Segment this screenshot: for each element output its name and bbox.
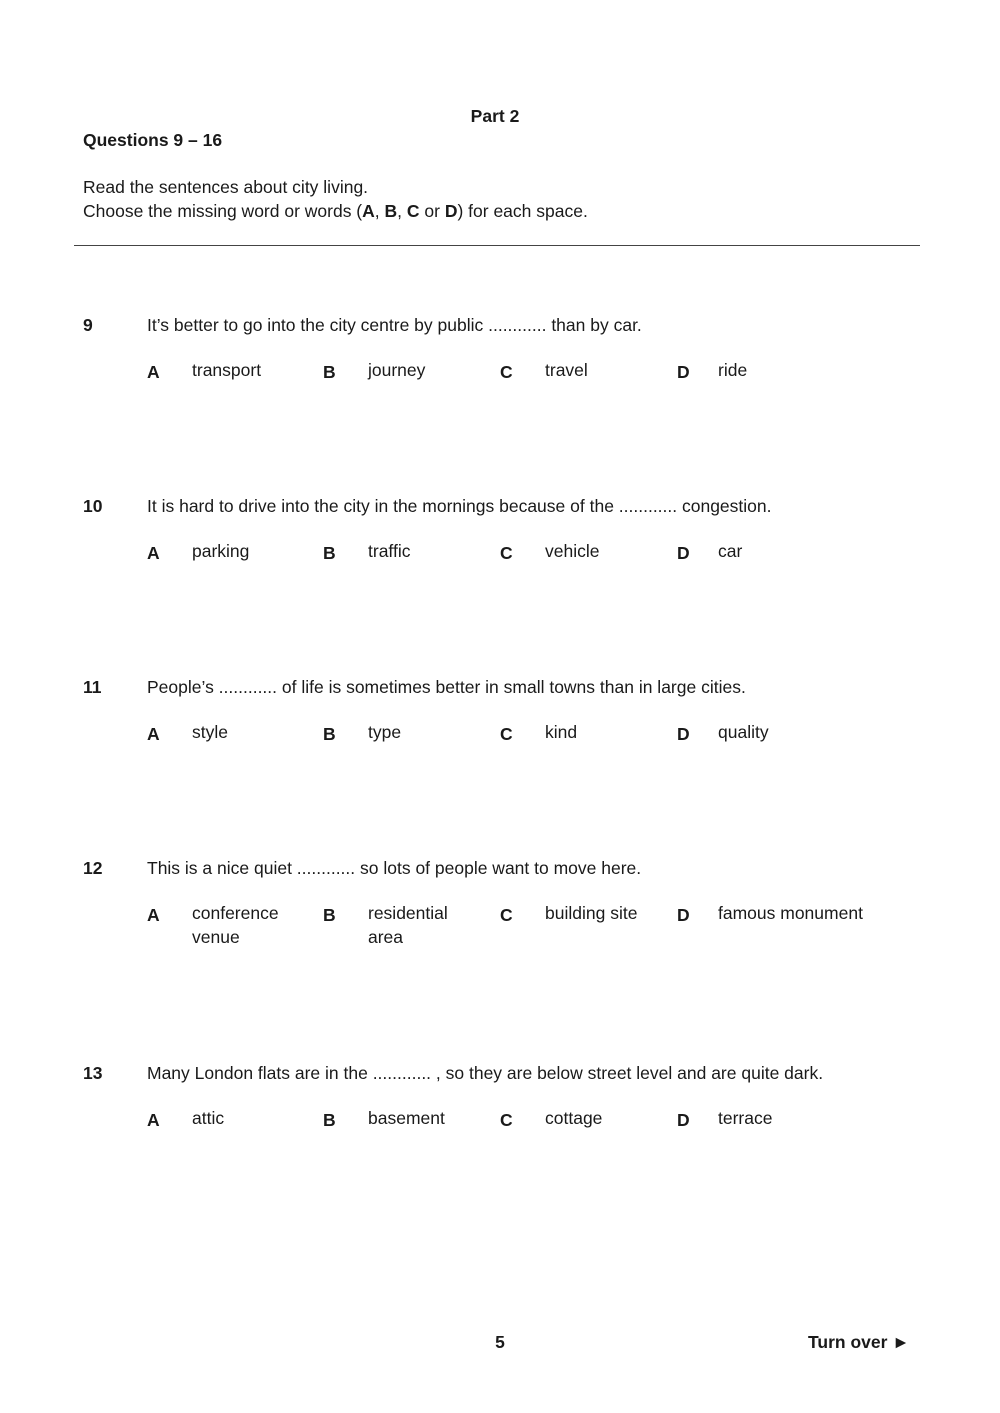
option-letter-a-ref: A — [362, 201, 375, 221]
option-d-word[interactable]: terrace — [718, 1108, 773, 1128]
question-text: It’s better to go into the city centre by public ............ than by car. — [147, 315, 642, 335]
question-number: 10 — [83, 496, 103, 516]
option-d-letter[interactable]: D — [677, 362, 690, 382]
option-d-letter[interactable]: D — [677, 905, 690, 925]
option-b-letter[interactable]: B — [323, 905, 336, 925]
option-b-letter[interactable]: B — [323, 724, 336, 744]
option-c-letter[interactable]: C — [500, 1110, 513, 1130]
option-c-word[interactable]: building site — [545, 903, 638, 923]
question-text: It is hard to drive into the city in the mornings because of the ............ congestion. — [147, 496, 772, 516]
option-c-letter[interactable]: C — [500, 724, 513, 744]
option-c-word[interactable]: vehicle — [545, 541, 600, 561]
instruction-separator: , — [374, 201, 385, 221]
section-divider — [74, 245, 920, 246]
option-d-word[interactable]: famous monument — [718, 903, 863, 923]
option-c-letter[interactable]: C — [500, 362, 513, 382]
question-text: Many London flats are in the ............ , so they are below street level and are quite dark. — [147, 1063, 824, 1083]
question-number: 13 — [83, 1063, 103, 1083]
instruction-line-1: Read the sentences about city living. — [83, 177, 369, 197]
question-number: 9 — [83, 315, 93, 335]
option-a-word[interactable]: parking — [192, 541, 250, 561]
option-b-word[interactable]: type — [368, 722, 402, 742]
instruction-text: Choose the missing word or words ( — [83, 201, 363, 221]
option-a-word[interactable]: conference venue — [192, 903, 279, 947]
questions-range: Questions 9 – 16 — [83, 130, 223, 150]
option-a-word[interactable]: attic — [192, 1108, 225, 1128]
turn-over-label: Turn over ► — [808, 1332, 910, 1352]
option-a-letter[interactable]: A — [147, 362, 160, 382]
option-d-letter[interactable]: D — [677, 543, 690, 563]
option-a-letter[interactable]: A — [147, 1110, 160, 1130]
option-letter-b-ref: B — [384, 201, 398, 221]
option-a-letter[interactable]: A — [147, 543, 160, 563]
option-letter-c-ref: C — [406, 201, 420, 221]
option-a-word[interactable]: style — [192, 722, 228, 742]
instruction-separator: , — [397, 201, 407, 221]
option-b-word[interactable]: residential area — [368, 903, 448, 947]
option-d-word[interactable]: car — [718, 541, 743, 561]
option-c-letter[interactable]: C — [500, 543, 513, 563]
option-c-letter[interactable]: C — [500, 905, 513, 925]
page-number: 5 — [495, 1332, 505, 1352]
part-title: Part 2 — [470, 106, 520, 126]
option-b-word[interactable]: basement — [368, 1108, 445, 1128]
instruction-separator: or — [419, 201, 445, 221]
option-a-word[interactable]: transport — [192, 360, 262, 380]
option-b-word[interactable]: traffic — [368, 541, 411, 561]
option-d-word[interactable]: ride — [718, 360, 748, 380]
question-number: 11 — [83, 677, 102, 697]
option-c-word[interactable]: travel — [545, 360, 588, 380]
option-c-word[interactable]: kind — [545, 722, 578, 742]
instruction-text: ) for each space. — [457, 201, 588, 221]
option-a-letter[interactable]: A — [147, 905, 160, 925]
question-text: People’s ............ of life is sometimes better in small towns than in large cities. — [147, 677, 746, 697]
option-b-word[interactable]: journey — [368, 360, 426, 380]
option-d-letter[interactable]: D — [677, 724, 690, 744]
option-a-letter[interactable]: A — [147, 724, 160, 744]
option-b-letter[interactable]: B — [323, 362, 336, 382]
option-letter-d-ref: D — [444, 201, 458, 221]
option-b-letter[interactable]: B — [323, 543, 336, 563]
option-d-letter[interactable]: D — [677, 1110, 690, 1130]
question-number: 12 — [83, 858, 103, 878]
option-b-letter[interactable]: B — [323, 1110, 336, 1130]
option-c-word[interactable]: cottage — [545, 1108, 603, 1128]
instruction-line-2 — [83, 201, 588, 222]
option-d-word[interactable]: quality — [718, 722, 769, 742]
question-text: This is a nice quiet ............ so lots of people want to move here. — [147, 858, 642, 878]
